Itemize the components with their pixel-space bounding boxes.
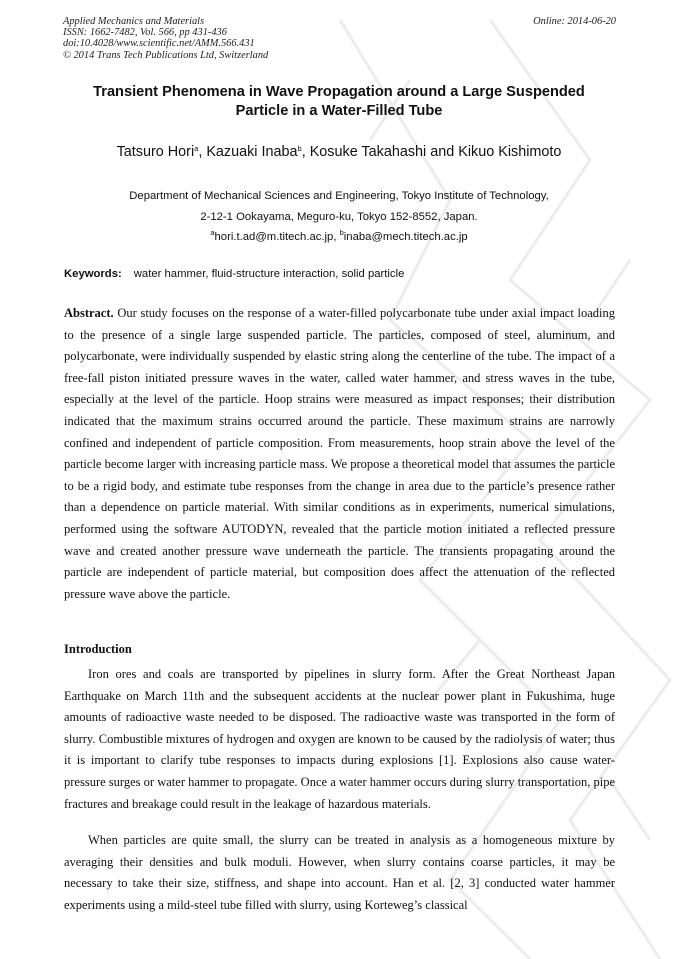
journal-name: Applied Mechanics and Materials (63, 16, 205, 27)
author-hori-sup: a (194, 144, 199, 153)
affiliation-address: 2-12-1 Ookayama, Meguro-ku, Tokyo 152-8552, Japan. (200, 210, 478, 223)
author-inaba: Kazuaki Inaba (206, 144, 298, 160)
copyright-line: © 2014 Trans Tech Publications Ltd, Switzerland (63, 49, 269, 61)
journal-header (63, 16, 616, 61)
email-b-sup: b (339, 228, 344, 237)
keywords-text: water hammer, fluid-structure interaction, solid particle (133, 268, 405, 280)
affiliation-emails (40, 227, 638, 248)
email-inaba[interactable]: inaba@mech.titech.ac.jp (343, 231, 468, 243)
online-date: Online: 2014-06-20 (533, 16, 616, 27)
doi-line: doi:10.4028/www.scientific.net/AMM.566.431 (63, 38, 255, 50)
introduction-heading: Introduction (64, 642, 132, 656)
paper-title (50, 83, 628, 121)
author-separator: , (198, 144, 207, 160)
issn-line: ISSN: 1662-7482, Vol. 566, pp 431-436 (63, 27, 227, 39)
author-others: , Kosuke Takahashi and Kikuo Kishimoto (301, 144, 562, 160)
introduction-paragraph-2: When particles are quite small, the slurry can be treated in analysis as a homogeneous mixture by averaging their densities and bulk moduli. However, when slurry contains coarse particles, it may be necessary to take their size, stiffness, and shape into account. Han et al. [2, 3] conducted water hammer experiments using a mild-steel tube filled with slurry, using Korteweg’s classical (64, 833, 615, 912)
keywords-label: Keywords: (64, 268, 122, 280)
abstract-label: Abstract. (64, 306, 114, 320)
email-separator: , (333, 231, 340, 243)
keywords-line (64, 268, 624, 280)
affiliation-block (40, 186, 638, 248)
affiliation-department: Department of Mechanical Sciences and Engineering, Tokyo Institute of Technology, (129, 190, 549, 202)
author-hori: Tatsuro Hori (116, 144, 195, 160)
author-inaba-sup: b (297, 144, 302, 153)
abstract-paragraph (64, 303, 615, 605)
introduction-paragraph-1: Iron ores and coals are transported by pipelines in slurry form. After the Great Northeast Japan Earthquake on March 11th and the subsequent accidents at the nuclear power plant in Fukushima, huge amounts of radioactive waste needed to be disposed. The radioactive waste was transported in the form of slurry. Combustible mixtures of hydrogen and oxygen are known to be caused by the radiolysis of water; thus it is important to clarify tube responses to impacts during explosions [1]. Explosions also cause water-pressure surges or water hammer to propagate. Once a water hammer occurs during slurry transportation, pipe fractures and breakage could result in the leakage of hazardous materials. (64, 667, 615, 811)
email-hori[interactable]: hori.t.ad@m.titech.ac.jp (214, 231, 334, 243)
email-a-sup: a (210, 228, 215, 237)
title-line-2: Particle in a Water-Filled Tube (235, 103, 443, 119)
title-line-1: Transient Phenomena in Wave Propagation around a Large Suspended (93, 84, 585, 100)
abstract-text: Our study focuses on the response of a water-filled polycarbonate tube under axial impact loading to the presence of a single large suspended particle. The particles, composed of steel, aluminum, and polycarbonate, were individually suspended by elastic string along the centerline of the tube. The impact of a free-fall piston initiated pressure waves in the water, called water hammer, and stress waves in the tube, especially at the level of the particle. Hoop strains were measured as impact responses; their distribution indicated that the maximum strains occurred around the particle. These maximum strains are narrowly confined and independent of particle composition. From measurements, hoop strain above the level of the particle become larger with increasing particle mass. We propose a theoretical model that assumes the particle to be a rigid body, and estimate tube responses from the change in area due to the particle’s presence rather than a dependence on particle material. With similar conditions as in experiments, numerical simulations, performed using the software AUTODYN, revealed that the particle motion initiated a reflected pressure wave and created another pressure wave underneath the particle. The transients propagating around the particle are independent of particle material, but composition does affect the attenuation of the reflected pressure wave above the particle. (64, 306, 615, 601)
author-list (40, 144, 638, 160)
